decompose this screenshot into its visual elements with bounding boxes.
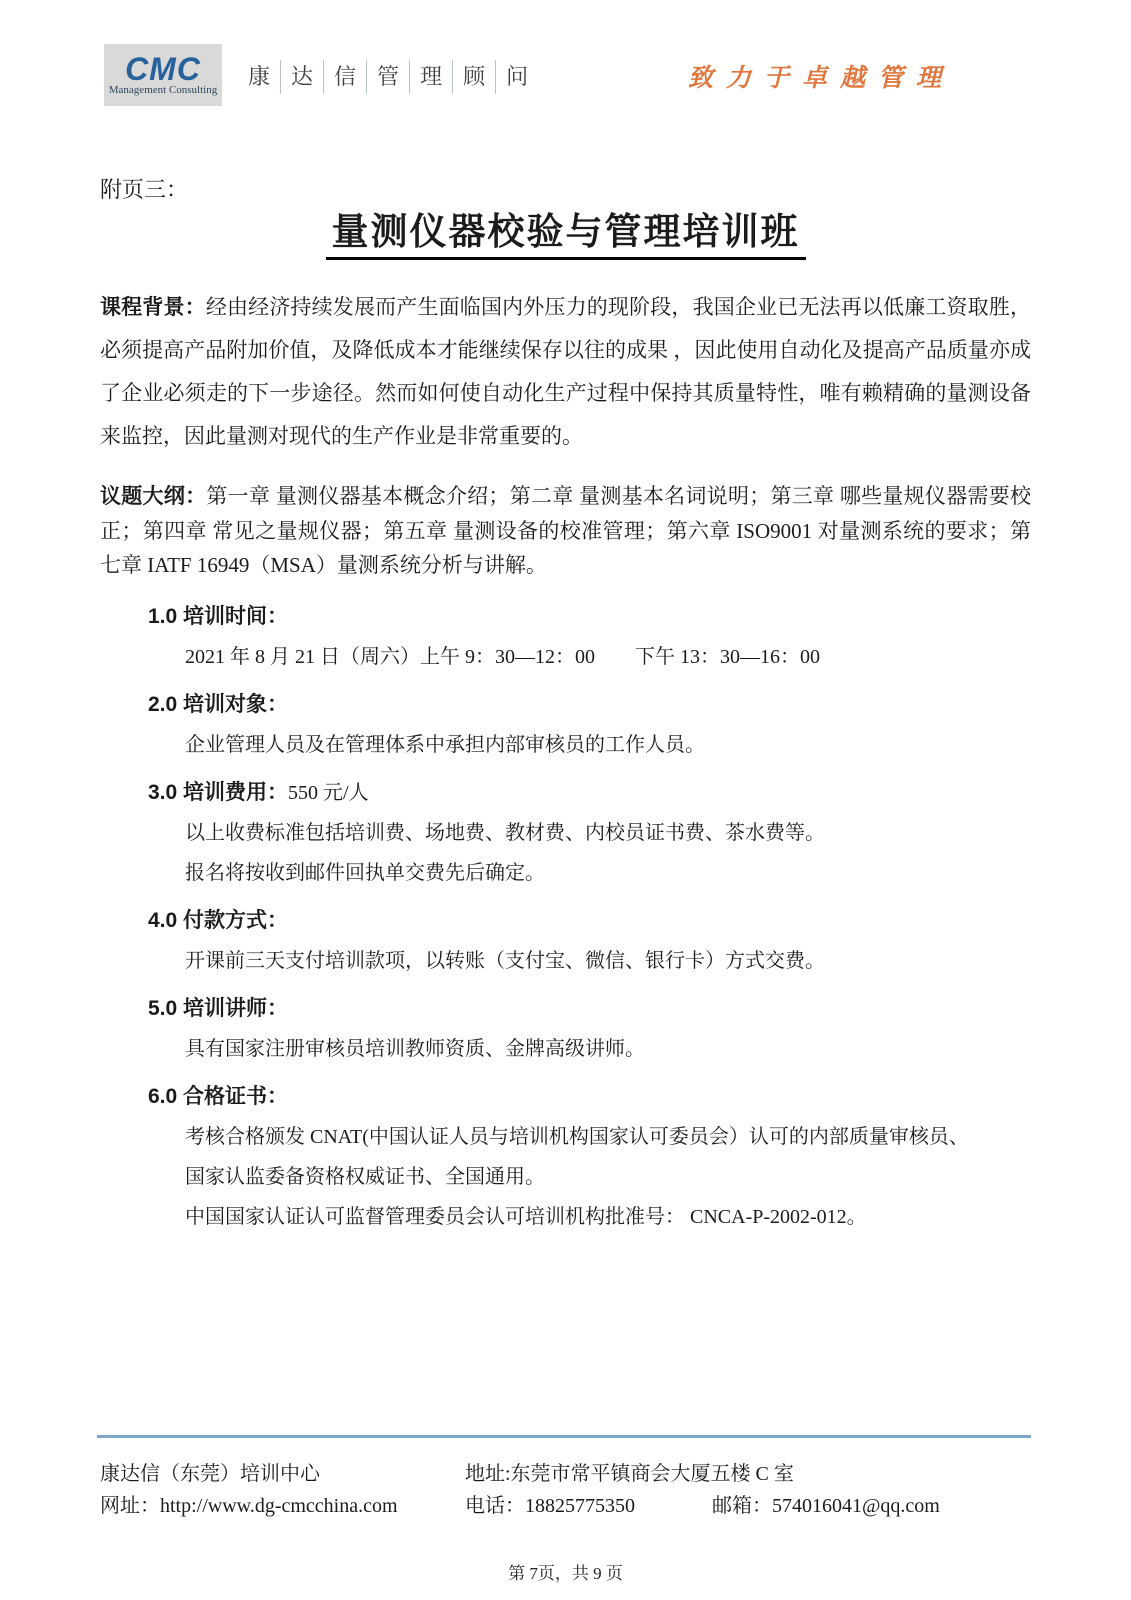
company-name-char: 信 xyxy=(323,60,366,94)
section-heading-text: 2.0 培训对象： xyxy=(148,693,289,716)
page-title: 量测仪器校验与管理培训班 xyxy=(326,209,806,260)
outline-text: 第一章 量测仪器基本概念介绍；第二章 量测基本名词说明；第三章 哪些量规仪器需要校正；第四章 常见之量规仪器；第五章 量测设备的校准管理；第六章 ISO9001 对量测系统的要求；第七章 IATF 16949（MSA）量测系统分析与讲解。 xyxy=(100,484,1032,577)
attachment-label: 附页三： xyxy=(100,177,189,202)
outline-label: 议题大纲： xyxy=(100,485,207,508)
section-line: 国家认监委备资格权威证书、全国通用。 xyxy=(185,1166,545,1188)
section-line: 2021 年 8 月 21 日（周六）上午 9：30—12：00 下午 13：30—16：00 xyxy=(185,646,820,668)
cmc-logo-subtext: Management Consulting xyxy=(108,84,218,96)
footer-left-column xyxy=(100,1458,460,1522)
address-line: 地址:东莞市常平镇商会大厦五楼 C 室 xyxy=(465,1463,794,1485)
page-header xyxy=(0,42,1131,112)
company-name-char: 问 xyxy=(495,60,538,94)
company-name-char: 顾 xyxy=(452,60,495,94)
section-heading xyxy=(148,1083,1031,1111)
section-line: 中国国家认证认可监督管理委员会认可培训机构批准号： CNCA-P-2002-012。 xyxy=(185,1206,867,1228)
outline-paragraph xyxy=(100,479,1031,582)
course-background-text: 经由经济持续发展而产生面临国内外压力的现阶段，我国企业已无法再以低廉工资取胜，必须提高产品附加价值，及降低成本才能继续保存以往的成果 ，因此使用自动化及提高产品质量亦成了企业必须走的下一步途径。然而如何使自动化生产过程中保持其质量特性，唯有赖精确的量测设备来监控，因此量测对现代的生产作业是非常重要的。 xyxy=(100,295,1032,448)
company-name-char: 康 xyxy=(248,64,271,89)
email-line xyxy=(712,1490,1042,1522)
section-line: 考核合格颁发 CNAT(中国认证人员与培训机构国家认可委员会）认可的内部质量审核员、 xyxy=(185,1126,969,1148)
section-heading-text: 3.0 培训费用： xyxy=(148,781,289,804)
phone-label: 电话： xyxy=(465,1495,525,1517)
title-wrap xyxy=(100,209,1031,260)
email-label: 邮箱： xyxy=(712,1495,772,1517)
section-heading xyxy=(148,995,1031,1023)
section-line: 企业管理人员及在管理体系中承担内部审核员的工作人员。 xyxy=(185,734,705,756)
page-number: 第 7页，共 9 页 xyxy=(508,1564,623,1583)
section-heading-text: 6.0 合格证书： xyxy=(148,1085,289,1108)
course-background-label: 课程背景： xyxy=(100,296,206,319)
website-label: 网址： xyxy=(100,1495,160,1517)
company-name-char: 管 xyxy=(366,60,409,94)
page-footer xyxy=(0,1435,1131,1583)
section-line: 报名将按收到邮件回执单交费先后确定。 xyxy=(185,862,545,884)
course-background-paragraph xyxy=(100,286,1031,458)
training-center-name: 康达信（东莞）培训中心 xyxy=(100,1463,320,1485)
phone-number: 18825775350 xyxy=(525,1495,635,1517)
cmc-logo-text: CMC xyxy=(125,51,201,87)
website-line xyxy=(100,1490,460,1522)
section-heading-suffix: 550 元/人 xyxy=(288,782,369,804)
cmc-logo xyxy=(104,44,222,106)
website-url: http://www.dg-cmcchina.com xyxy=(160,1495,398,1517)
company-name-char: 达 xyxy=(280,60,323,94)
section-line: 具有国家注册审核员培训教师资质、金牌高级讲师。 xyxy=(185,1038,645,1060)
email-address: 574016041@qq.com xyxy=(772,1495,940,1517)
section-heading xyxy=(148,603,1031,631)
section-heading-text: 4.0 付款方式： xyxy=(148,909,289,932)
section-heading xyxy=(148,691,1031,719)
section-line: 以上收费标准包括培训费、场地费、教材费、内校员证书费、茶水费等。 xyxy=(185,822,825,844)
section-heading-text: 1.0 培训时间： xyxy=(148,605,289,628)
footer-right-column xyxy=(712,1490,1042,1522)
company-slogan: 致力于卓越管理 xyxy=(688,65,955,92)
section-line: 开课前三天支付培训款项，以转账（支付宝、微信、银行卡）方式交费。 xyxy=(185,950,825,972)
company-name-char: 理 xyxy=(409,60,452,94)
footer-divider xyxy=(97,1435,1031,1438)
company-name xyxy=(238,60,538,94)
section-heading xyxy=(148,907,1031,935)
section-heading-text: 5.0 培训讲师： xyxy=(148,997,289,1020)
section-heading xyxy=(148,779,1031,807)
